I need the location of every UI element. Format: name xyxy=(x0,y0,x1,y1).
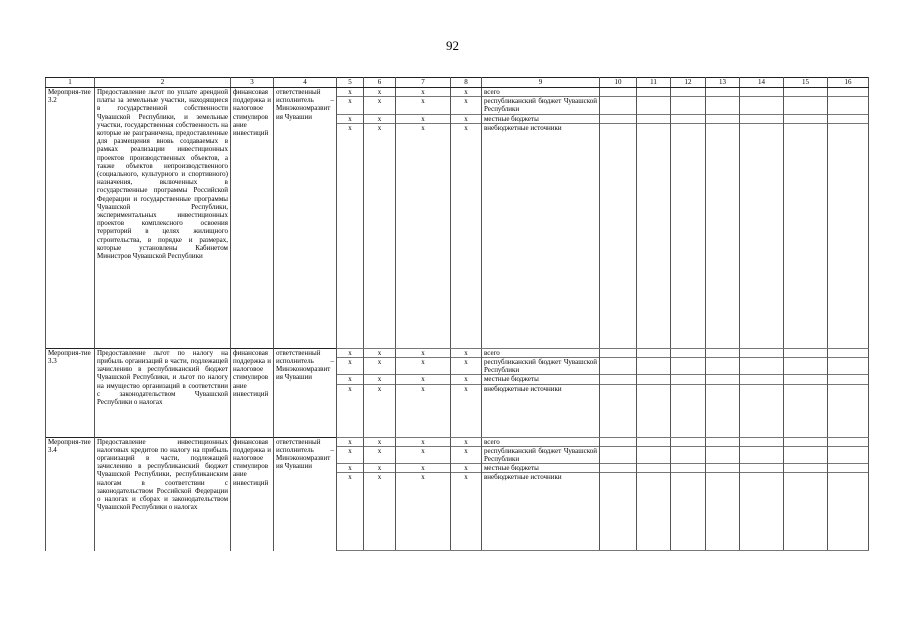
measure-id: Мероприя-тие 3.4 xyxy=(46,437,95,551)
x-mark-cell: x xyxy=(396,114,451,123)
x-mark-cell: x xyxy=(337,375,364,384)
empty-cell xyxy=(706,446,740,463)
column-number: 10 xyxy=(600,78,637,88)
empty-cell xyxy=(784,97,828,114)
empty-cell xyxy=(671,123,706,348)
empty-cell xyxy=(740,358,784,375)
x-mark-cell: x xyxy=(451,88,482,97)
x-mark-cell: x xyxy=(451,358,482,375)
empty-cell xyxy=(828,384,869,437)
x-mark-cell: x xyxy=(337,473,364,551)
empty-cell xyxy=(784,348,828,357)
empty-cell xyxy=(637,384,671,437)
empty-cell xyxy=(637,473,671,551)
x-mark-cell: x xyxy=(364,437,396,446)
empty-cell xyxy=(784,358,828,375)
x-mark-cell: x xyxy=(364,114,396,123)
empty-cell xyxy=(740,384,784,437)
column-number: 12 xyxy=(671,78,706,88)
empty-cell xyxy=(600,358,637,375)
measure-description: Предоставление льгот по уплате арендной платы за земельные участки, находящиеся в государственной собственности Чувашской Республики, и земельные участки, государственная собственность на которые не разграничена, предоставленные для размещения вновь создаваемых в рамках реализации инвестиционных проектов производственных объектов, а также объектов непроизводственного (социального, культурного и спортивного) назначения, включенных в государственные программы Российской Федерации и государственные программы Чувашской Республики, экспериментальных инвестиционных проектов комплексного освоения территорий в целях жилищного строительства, в порядке и размерах, которые установлены Кабинетом Министров Чувашской Республики xyxy=(95,88,231,349)
empty-cell xyxy=(740,88,784,97)
empty-cell xyxy=(671,446,706,463)
measure-id: Мероприя-тие 3.3 xyxy=(46,348,95,437)
column-number: 6 xyxy=(364,78,396,88)
table-row xyxy=(46,88,869,97)
empty-cell xyxy=(740,464,784,473)
x-mark-cell: x xyxy=(337,97,364,114)
empty-cell xyxy=(706,437,740,446)
column-number: 2 xyxy=(95,78,231,88)
empty-cell xyxy=(600,437,637,446)
empty-cell xyxy=(600,464,637,473)
x-mark-cell: x xyxy=(396,464,451,473)
empty-cell xyxy=(671,437,706,446)
funding-source: республиканский бюджет Чувашской Республики xyxy=(482,358,600,375)
empty-cell xyxy=(600,473,637,551)
x-mark-cell: x xyxy=(337,123,364,348)
empty-cell xyxy=(600,97,637,114)
empty-cell xyxy=(706,348,740,357)
empty-cell xyxy=(784,464,828,473)
funding-source: местные бюджеты xyxy=(482,375,600,384)
empty-cell xyxy=(637,114,671,123)
measure-task: финансовая поддержка и налоговое стимулирование инвестиций xyxy=(231,348,274,437)
x-mark-cell: x xyxy=(364,88,396,97)
funding-source: местные бюджеты xyxy=(482,464,600,473)
x-mark-cell: x xyxy=(396,437,451,446)
empty-cell xyxy=(706,473,740,551)
measure-task: финансовая поддержка и налоговое стимулирование инвестиций xyxy=(231,88,274,349)
empty-cell xyxy=(706,123,740,348)
empty-cell xyxy=(784,437,828,446)
empty-cell xyxy=(828,88,869,97)
x-mark-cell: x xyxy=(364,375,396,384)
x-mark-cell: x xyxy=(396,97,451,114)
empty-cell xyxy=(600,375,637,384)
empty-cell xyxy=(784,88,828,97)
empty-cell xyxy=(828,358,869,375)
funding-source: внебюджетные источники xyxy=(482,473,600,551)
empty-cell xyxy=(637,97,671,114)
empty-cell xyxy=(637,446,671,463)
table-row xyxy=(46,437,869,446)
x-mark-cell: x xyxy=(451,114,482,123)
x-mark-cell: x xyxy=(364,97,396,114)
empty-cell xyxy=(706,384,740,437)
empty-cell xyxy=(784,446,828,463)
x-mark-cell: x xyxy=(337,88,364,97)
measure-id: Мероприя-тие 3.2 xyxy=(46,88,95,349)
measure-responsible: ответственный исполнитель – Минэкономразвития Чувашии xyxy=(274,348,337,437)
x-mark-cell: x xyxy=(337,446,364,463)
empty-cell xyxy=(671,384,706,437)
empty-cell xyxy=(828,123,869,348)
x-mark-cell: x xyxy=(364,123,396,348)
x-mark-cell: x xyxy=(396,446,451,463)
empty-cell xyxy=(784,123,828,348)
x-mark-cell: x xyxy=(337,358,364,375)
x-mark-cell: x xyxy=(396,375,451,384)
column-number: 1 xyxy=(46,78,95,88)
x-mark-cell: x xyxy=(451,437,482,446)
empty-cell xyxy=(706,464,740,473)
x-mark-cell: x xyxy=(451,97,482,114)
empty-cell xyxy=(706,114,740,123)
x-mark-cell: x xyxy=(396,348,451,357)
column-number: 13 xyxy=(706,78,740,88)
empty-cell xyxy=(784,114,828,123)
empty-cell xyxy=(828,437,869,446)
column-number: 7 xyxy=(396,78,451,88)
x-mark-cell: x xyxy=(337,437,364,446)
funding-source: внебюджетные источники xyxy=(482,123,600,348)
empty-cell xyxy=(706,88,740,97)
empty-cell xyxy=(637,358,671,375)
column-number: 4 xyxy=(274,78,337,88)
x-mark-cell: x xyxy=(396,473,451,551)
empty-cell xyxy=(740,123,784,348)
x-mark-cell: x xyxy=(451,384,482,437)
empty-cell xyxy=(671,114,706,123)
column-number: 16 xyxy=(828,78,869,88)
x-mark-cell: x xyxy=(451,446,482,463)
x-mark-cell: x xyxy=(337,464,364,473)
column-number: 3 xyxy=(231,78,274,88)
x-mark-cell: x xyxy=(364,464,396,473)
empty-cell xyxy=(740,114,784,123)
x-mark-cell: x xyxy=(396,88,451,97)
x-mark-cell: x xyxy=(396,358,451,375)
empty-cell xyxy=(671,88,706,97)
empty-cell xyxy=(600,123,637,348)
empty-cell xyxy=(671,348,706,357)
program-measures-table xyxy=(45,77,869,551)
empty-cell xyxy=(600,384,637,437)
measure-description: Предоставление инвестиционных налоговых кредитов по налогу на прибыль организаций в части, подлежащей зачислению в республиканский бюджет Чувашской Республики, республиканским налогам в соответствии с законодательством Российской Федерации о налогах и сборах и законодательством Чувашской Республики о налогах xyxy=(95,437,231,551)
empty-cell xyxy=(828,446,869,463)
empty-cell xyxy=(671,358,706,375)
page-number: 92 xyxy=(446,38,459,53)
funding-source: республиканский бюджет Чувашской Республики xyxy=(482,97,600,114)
x-mark-cell: x xyxy=(451,464,482,473)
empty-cell xyxy=(740,446,784,463)
empty-cell xyxy=(706,358,740,375)
empty-cell xyxy=(600,446,637,463)
empty-cell xyxy=(828,375,869,384)
empty-cell xyxy=(671,473,706,551)
empty-cell xyxy=(740,437,784,446)
empty-cell xyxy=(671,97,706,114)
funding-source: республиканский бюджет Чувашской Республики xyxy=(482,446,600,463)
table-row xyxy=(46,348,869,357)
column-number: 15 xyxy=(784,78,828,88)
x-mark-cell: x xyxy=(337,114,364,123)
empty-cell xyxy=(671,375,706,384)
empty-cell xyxy=(600,114,637,123)
empty-cell xyxy=(637,375,671,384)
x-mark-cell: x xyxy=(451,473,482,551)
column-number: 14 xyxy=(740,78,784,88)
funding-source: всего xyxy=(482,437,600,446)
empty-cell xyxy=(740,348,784,357)
empty-cell xyxy=(740,473,784,551)
measure-description: Предоставление льгот по налогу на прибыль организаций в части, подлежащей зачислению в республиканский бюджет Чувашской Республики, и льгот по налогу на имущество организаций в соответствии с законодательством Чувашской Республики о налогах xyxy=(95,348,231,437)
empty-cell xyxy=(637,348,671,357)
empty-cell xyxy=(706,97,740,114)
x-mark-cell: x xyxy=(364,348,396,357)
empty-cell xyxy=(828,473,869,551)
x-mark-cell: x xyxy=(364,384,396,437)
x-mark-cell: x xyxy=(451,375,482,384)
empty-cell xyxy=(784,384,828,437)
empty-cell xyxy=(784,375,828,384)
empty-cell xyxy=(828,114,869,123)
empty-cell xyxy=(637,88,671,97)
empty-cell xyxy=(740,97,784,114)
x-mark-cell: x xyxy=(396,123,451,348)
empty-cell xyxy=(671,464,706,473)
funding-source: местные бюджеты xyxy=(482,114,600,123)
measure-task: финансовая поддержка и налоговое стимулирование инвестиций xyxy=(231,437,274,551)
measure-responsible: ответственный исполнитель – Минэкономразвития Чувашии xyxy=(274,437,337,551)
x-mark-cell: x xyxy=(396,384,451,437)
x-mark-cell: x xyxy=(364,358,396,375)
empty-cell xyxy=(600,348,637,357)
empty-cell xyxy=(828,97,869,114)
column-number: 5 xyxy=(337,78,364,88)
funding-source: всего xyxy=(482,348,600,357)
x-mark-cell: x xyxy=(364,473,396,551)
measure-responsible: ответственный исполнитель – Минэкономразвития Чувашии xyxy=(274,88,337,349)
column-number: 9 xyxy=(482,78,600,88)
empty-cell xyxy=(706,375,740,384)
x-mark-cell: x xyxy=(451,123,482,348)
x-mark-cell: x xyxy=(337,348,364,357)
empty-cell xyxy=(637,123,671,348)
empty-cell xyxy=(740,375,784,384)
funding-source: внебюджетные источники xyxy=(482,384,600,437)
column-number: 8 xyxy=(451,78,482,88)
empty-cell xyxy=(637,437,671,446)
x-mark-cell: x xyxy=(364,446,396,463)
empty-cell xyxy=(637,464,671,473)
column-number: 11 xyxy=(637,78,671,88)
empty-cell xyxy=(784,473,828,551)
empty-cell xyxy=(828,464,869,473)
empty-cell xyxy=(828,348,869,357)
x-mark-cell: x xyxy=(337,384,364,437)
empty-cell xyxy=(600,88,637,97)
column-number-row xyxy=(46,78,869,88)
funding-source: всего xyxy=(482,88,600,97)
x-mark-cell: x xyxy=(451,348,482,357)
